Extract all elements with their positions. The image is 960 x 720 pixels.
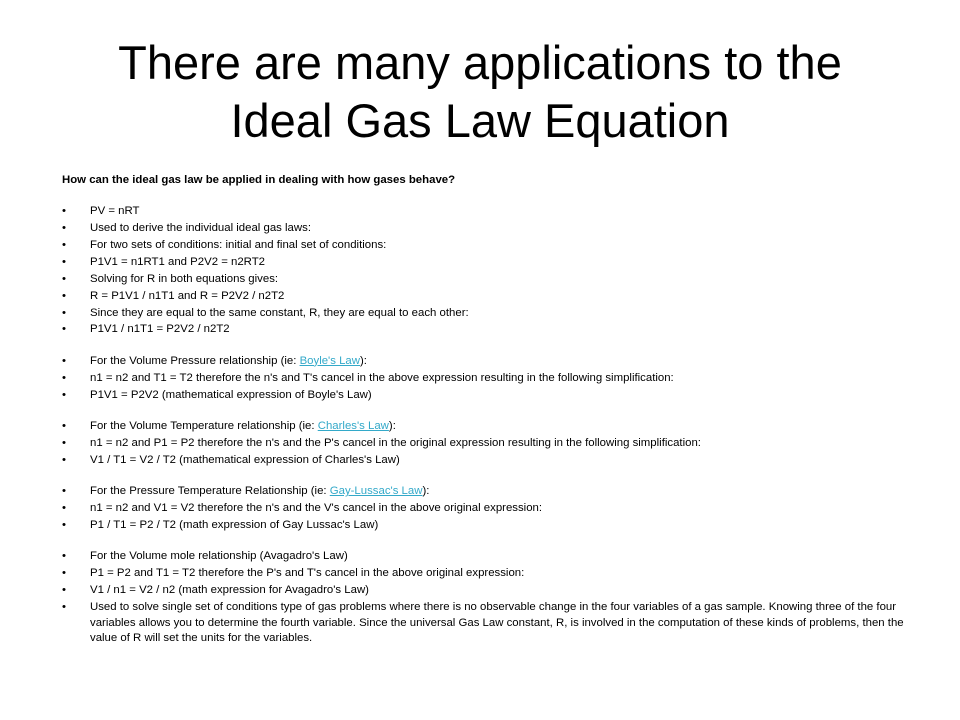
bullet-text: ):	[422, 484, 430, 497]
bullet-icon: •	[62, 436, 66, 449]
bullet-text: For the Volume mole relationship (Avagadro's Law)	[90, 550, 348, 563]
bullet-icon: •	[62, 289, 66, 302]
bullet-text: P1V1 = P2V2 (mathematical expression of Boyle's Law)	[90, 388, 372, 401]
bullet-item	[62, 221, 912, 237]
bullet-item	[62, 289, 912, 305]
bullet-icon: •	[62, 255, 66, 268]
bullet-item	[62, 518, 912, 534]
bullet-icon: •	[62, 419, 66, 432]
bullet-icon: •	[62, 601, 66, 614]
bullet-text: V1 / T1 = V2 / T2 (mathematical expression of Charles's Law)	[90, 453, 400, 466]
bullet-text: For the Volume Pressure relationship (ie:	[90, 354, 300, 367]
bullet-icon: •	[62, 453, 66, 466]
bullet-item	[62, 371, 912, 387]
bullet-icon: •	[62, 204, 66, 217]
bullet-text: Since they are equal to the same constant, R, they are equal to each other:	[90, 306, 469, 319]
gay-lussac-law-link[interactable]: Gay-Lussac's Law	[329, 484, 423, 497]
bullet-text: Solving for R in both equations gives:	[90, 272, 279, 285]
bullet-icon: •	[62, 550, 66, 563]
bullet-text: n1 = n2 and P1 = P2 therefore the n's and the P's cancel in the original expression resulting in the following simplification:	[90, 436, 701, 449]
bullet-icon: •	[62, 388, 66, 401]
boyles-law-link[interactable]: Boyle's Law	[299, 354, 360, 367]
bullet-item	[62, 354, 912, 370]
bullet-item	[62, 419, 912, 435]
bullet-icon: •	[62, 567, 66, 580]
bullet-item	[62, 255, 912, 271]
bullet-text: PV = nRT	[90, 204, 140, 217]
bullet-item	[62, 322, 912, 338]
bullet-text: For the Pressure Temperature Relationship (ie:	[90, 484, 330, 497]
bullet-text: P1V1 = n1RT1 and P2V2 = n2RT2	[90, 255, 265, 268]
bullet-text: V1 / n1 = V2 / n2 (math expression for Avagadro's Law)	[90, 584, 369, 597]
guiding-question: How can the ideal gas law be applied in dealing with how gases behave?	[62, 174, 456, 186]
bullet-text: P1V1 / n1T1 = P2V2 / n2T2	[90, 323, 230, 336]
bullet-item	[62, 484, 912, 500]
bullet-item	[62, 583, 912, 599]
bullet-list	[62, 204, 912, 647]
bullet-icon: •	[62, 371, 66, 384]
bullet-item	[62, 272, 912, 288]
bullet-icon: •	[62, 518, 66, 531]
bullet-text: ):	[388, 419, 396, 432]
bullet-item	[62, 600, 912, 647]
bullet-text: Used to solve single set of conditions type of gas problems where there is no observable change in the four variables of a gas sample. Knowing three of the four variables allows you to determine the fourth variable. Since the universal Gas Law constant, R, is involved in the computation of these kinds of problems, then the value of R will set the units for the variables.	[90, 601, 904, 645]
bullet-text: Used to derive the individual ideal gas laws:	[90, 221, 311, 234]
title-line-2: Ideal Gas Law Equation	[230, 94, 730, 147]
bullet-text: P1 / T1 = P2 / T2 (math expression of Gay Lussac's Law)	[90, 518, 379, 531]
title-line-1: There are many applications to the	[118, 36, 842, 89]
bullet-item	[62, 436, 912, 452]
bullet-icon: •	[62, 323, 66, 336]
bullet-icon: •	[62, 238, 66, 251]
slide-body	[62, 173, 912, 648]
bullet-text: P1 = P2 and T1 = T2 therefore the P's and T's cancel in the above original expression:	[90, 567, 525, 580]
bullet-icon: •	[62, 501, 66, 514]
bullet-item	[62, 566, 912, 582]
bullet-text: R = P1V1 / n1T1 and R = P2V2 / n2T2	[90, 289, 285, 302]
bullet-item	[62, 238, 912, 254]
bullet-icon: •	[62, 484, 66, 497]
bullet-item	[62, 453, 912, 469]
bullet-icon: •	[62, 306, 66, 319]
slide-title	[40, 34, 920, 150]
bullet-text: For the Volume Temperature relationship (ie:	[90, 419, 318, 432]
bullet-item	[62, 549, 912, 565]
bullet-item	[62, 204, 912, 220]
bullet-text: For two sets of conditions: initial and final set of conditions:	[90, 238, 387, 251]
bullet-text: n1 = n2 and V1 = V2 therefore the n's and the V's cancel in the above original expression:	[90, 501, 543, 514]
bullet-icon: •	[62, 354, 66, 367]
bullet-icon: •	[62, 272, 66, 285]
bullet-icon: •	[62, 221, 66, 234]
charles-law-link[interactable]: Charles's Law	[317, 419, 389, 432]
bullet-item	[62, 388, 912, 404]
bullet-icon: •	[62, 584, 66, 597]
bullet-item	[62, 306, 912, 322]
bullet-text: ):	[360, 354, 367, 367]
bullet-item	[62, 501, 912, 517]
bullet-text: n1 = n2 and T1 = T2 therefore the n's and T's cancel in the above expression resulting in the following simplification:	[90, 371, 674, 384]
